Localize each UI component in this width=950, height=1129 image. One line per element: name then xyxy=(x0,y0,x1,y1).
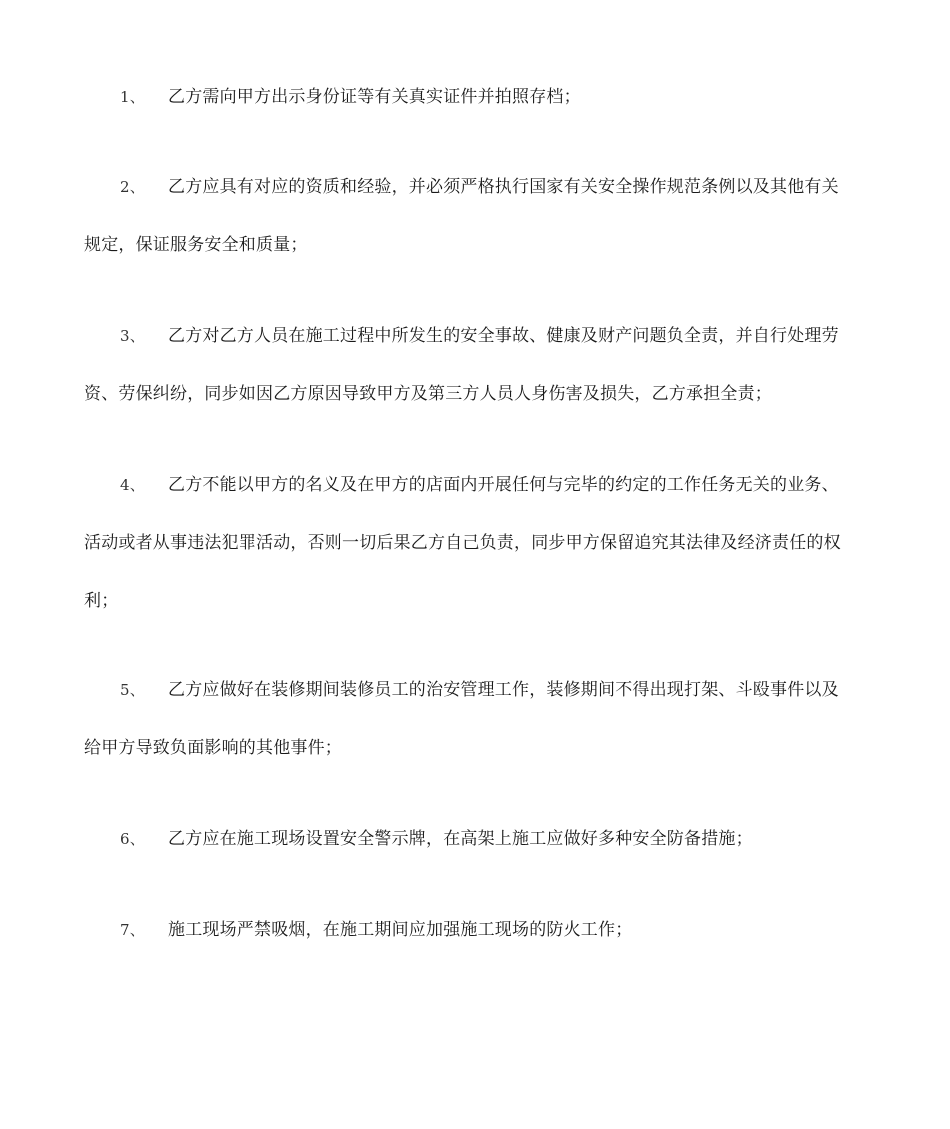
clause-number: 2、 xyxy=(120,178,145,196)
clause-number: 1、 xyxy=(120,88,145,106)
clause-3 xyxy=(84,307,854,423)
clause-text: 乙方应在施工现场设置安全警示牌，在高架上施工应做好多种安全防备措施； xyxy=(168,829,753,849)
clause-7 xyxy=(84,901,854,959)
clause-number: 3、 xyxy=(120,327,145,345)
clause-4 xyxy=(84,456,854,630)
clause-number: 6、 xyxy=(120,830,145,848)
clause-number: 4、 xyxy=(120,476,145,494)
clause-text: 乙方需向甲方出示身份证等有关真实证件并拍照存档； xyxy=(168,87,581,107)
clause-text: 乙方应做好在装修期间装修员工的治安管理工作，装修期间不得出现打架、斗殴事件以及给甲方导致负面影响的其他事件； xyxy=(84,680,839,758)
clause-text: 乙方对乙方人员在施工过程中所发生的安全事故、健康及财产问题负全责，并自行处理劳资、劳保纠纷，同步如因乙方原因导致甲方及第三方人员人身伤害及损失，乙方承担全责； xyxy=(84,326,839,404)
clause-number: 7、 xyxy=(120,921,145,939)
clause-number: 5、 xyxy=(120,681,145,699)
clause-5 xyxy=(84,661,854,777)
clause-text: 施工现场严禁吸烟，在施工期间应加强施工现场的防火工作； xyxy=(168,920,633,940)
clause-1 xyxy=(84,68,854,126)
clause-6 xyxy=(84,810,854,868)
clause-2 xyxy=(84,158,854,274)
clause-text: 乙方应具有对应的资质和经验，并必须严格执行国家有关安全操作规范条例以及其他有关规定，保证服务安全和质量； xyxy=(84,177,839,255)
clause-text: 乙方不能以甲方的名义及在甲方的店面内开展任何与完毕的约定的工作任务无关的业务、活动或者从事违法犯罪活动，否则一切后果乙方自己负责，同步甲方保留追究其法律及经济责任的权利； xyxy=(84,475,841,611)
